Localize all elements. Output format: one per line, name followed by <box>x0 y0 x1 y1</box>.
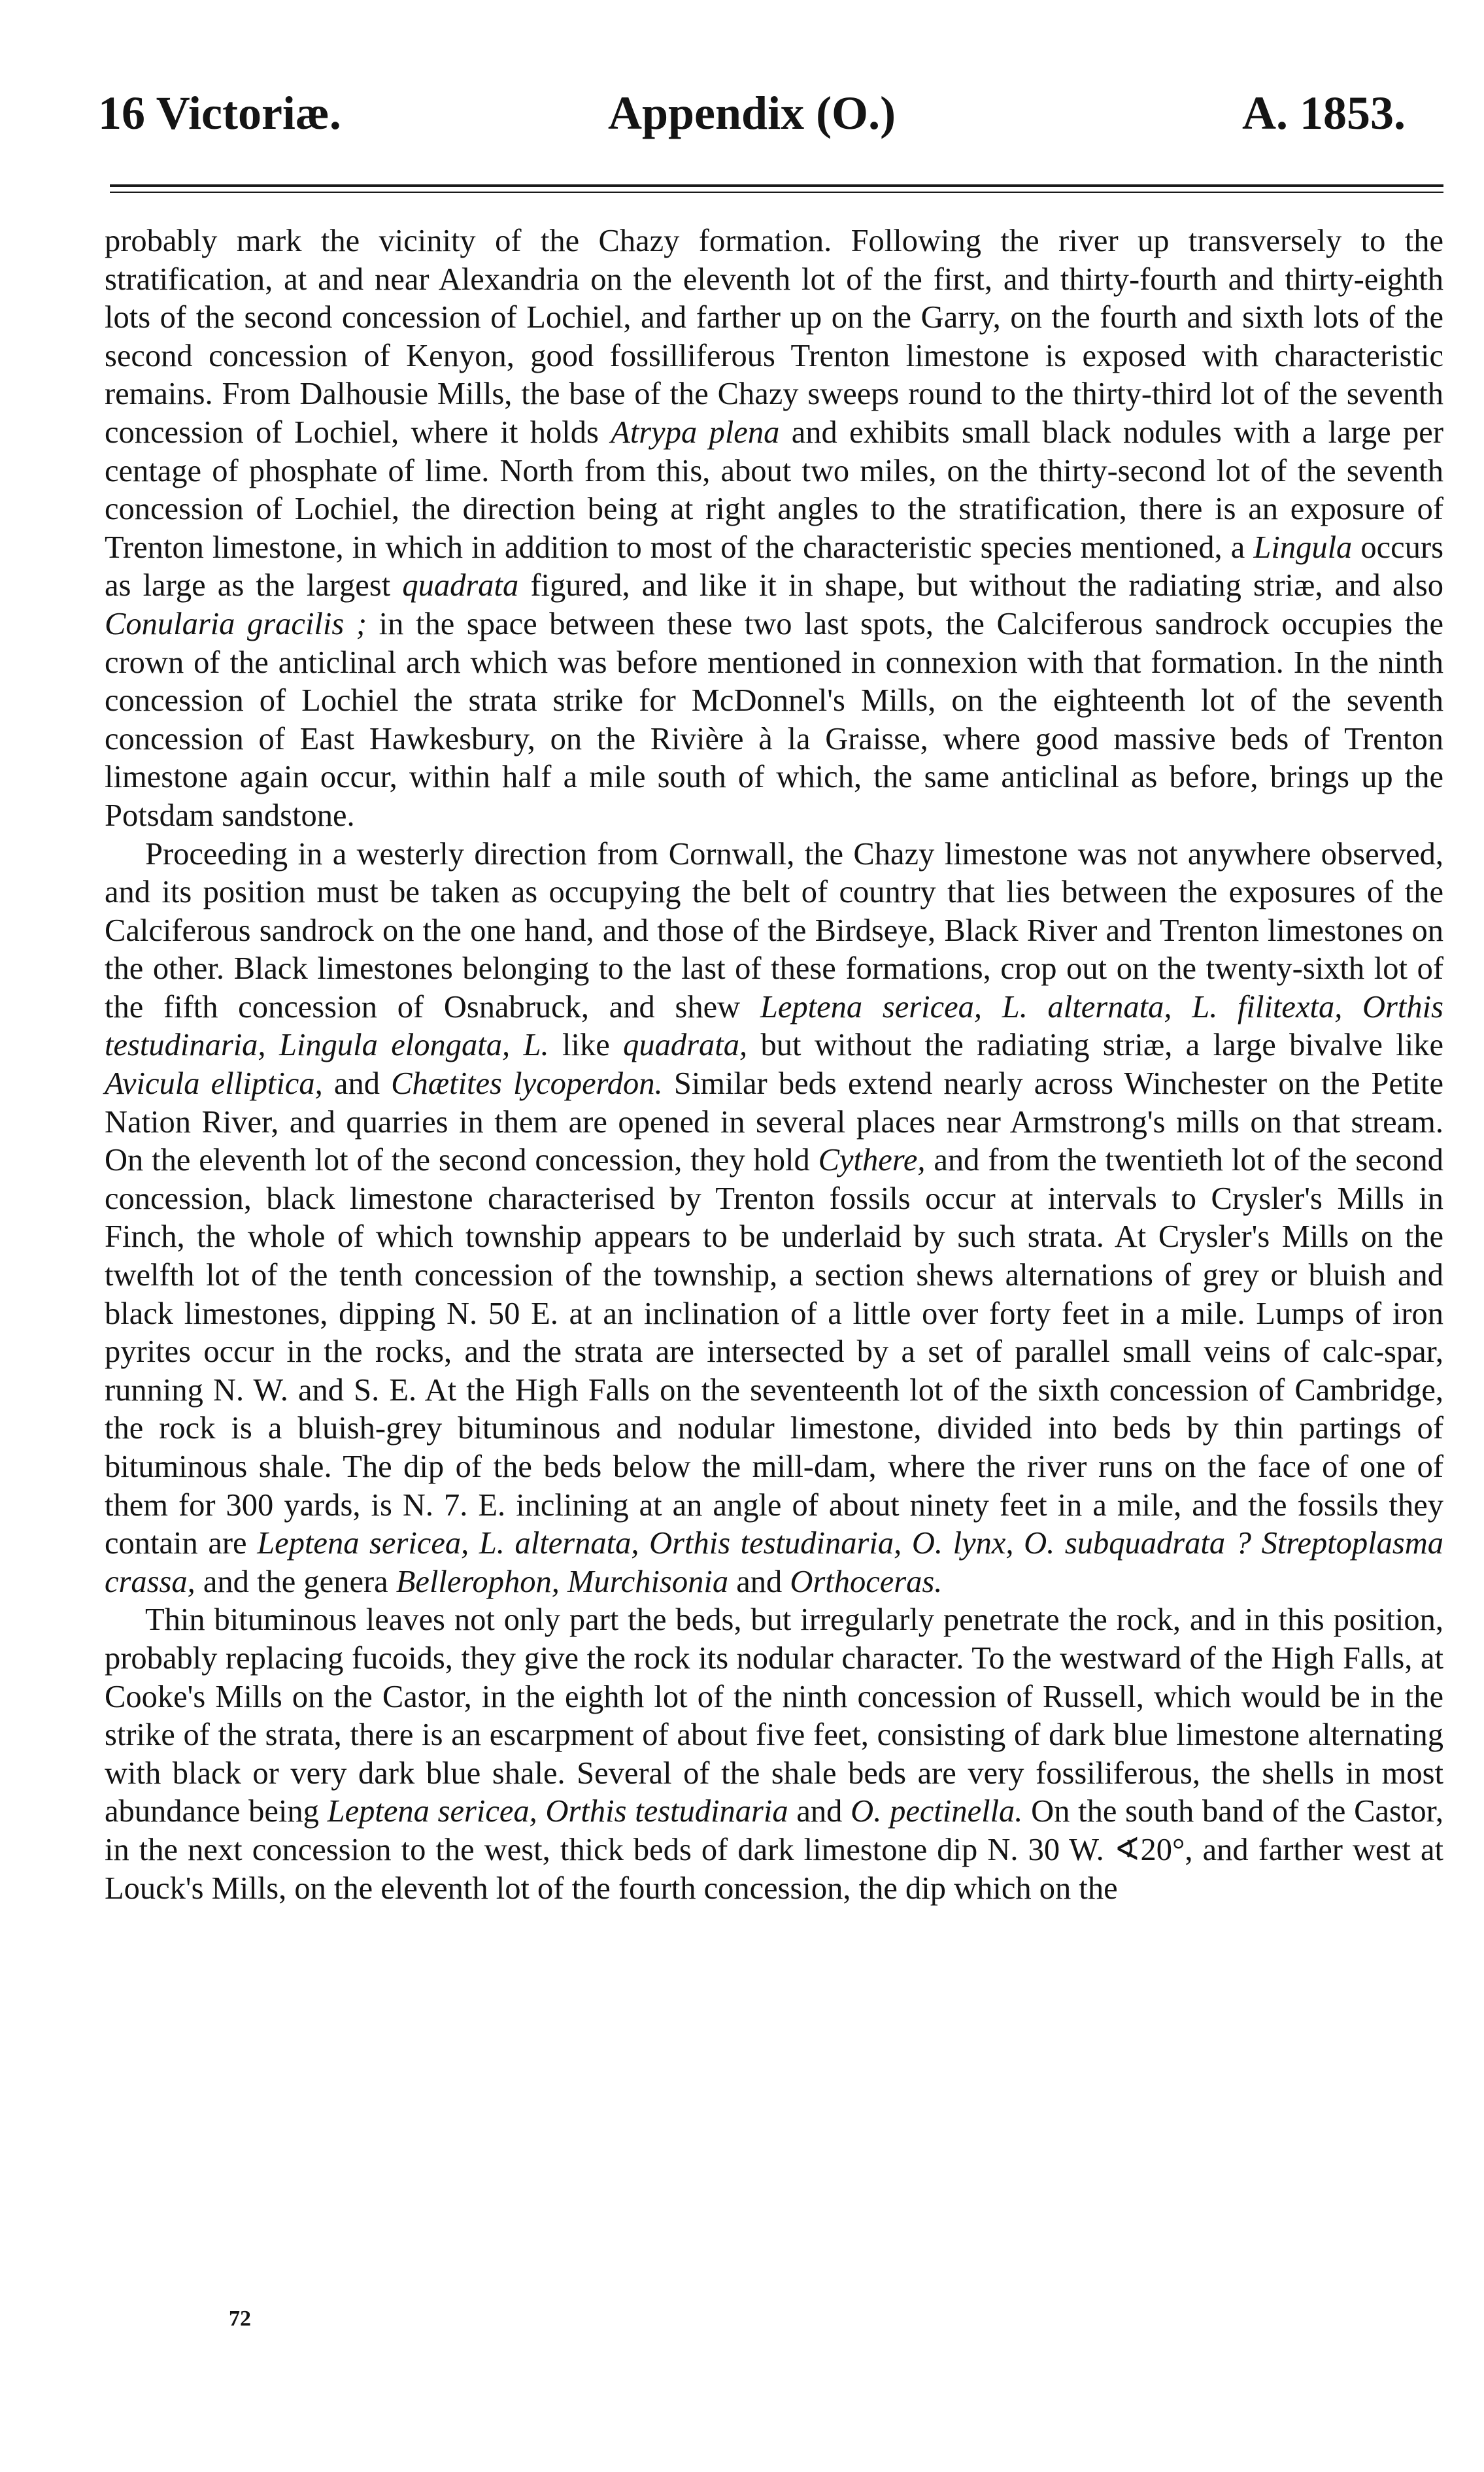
text-run: like <box>548 1028 624 1063</box>
italic-taxon-run: Leptena sericea, L. alternata, Orthis testudinaria, O. lynx, O. subquadrata ? Streptoplasma crassa, <box>105 1526 1443 1599</box>
text-run: Proceeding in a westerly direction from Cornwall, the Chazy limestone was not anywhere observed, and its position must be taken as occupying the belt of country that lies between the exposures of the Calciferous sandrock on the one hand, and those of the Birdseye, Black River and Trenton limestones on the other. Black limestones belonging to the last of these formations, crop out on the twenty-sixth lot of the fifth concession of Osnabruck, and shew <box>105 836 1443 1024</box>
italic-taxon-run: Orthoceras. <box>790 1564 943 1599</box>
paragraph-2 <box>105 836 1443 1602</box>
italic-taxon-run: Leptena sericea, Orthis testudinaria <box>327 1794 788 1829</box>
text-run: and <box>728 1564 790 1599</box>
text-run: probably mark the vicinity of the Chazy formation. Following the river up transversely to the stratification, at and near Alexandria on the eleventh lot of the first, and thirty-fourth and thirty-eighth lots of the second concession of Lochiel, and farther up on the Garry, on the fourth and sixth lots of the second concession of Kenyon, good fossilliferous Trenton limestone is exposed with characteristic remains. From Dalhousie Mills, the base of the Chazy sweeps round to the thirty-third lot of the seventh concession of Lochiel, where it holds <box>105 224 1443 450</box>
italic-taxon-run: Leptena sericea, L. alternata, L. filitexta, Orthis testudinaria, Lingula elongata, L. <box>105 989 1444 1063</box>
header-appendix: Appendix (O.) <box>607 87 896 139</box>
text-run: figured, and like it in shape, but without the radiating striæ, and also <box>518 568 1443 603</box>
header-rule-thin <box>110 192 1443 193</box>
paragraph-1 <box>105 222 1443 836</box>
italic-taxon-run: quadrata, <box>623 1028 748 1063</box>
italic-taxon-run: Atrypa plena <box>611 415 780 450</box>
paragraph-3 <box>105 1601 1443 1908</box>
text-run: but without the radiating striæ, a large bivalve like <box>747 1028 1443 1063</box>
text-run: Similar beds extend nearly across Winchester on the Petite Nation River, and quarries in them are opened in several places near Armstrong's mills on that stream. On the eleventh lot of the second concession, they hold <box>105 1066 1444 1178</box>
header-rule-thick <box>110 184 1443 187</box>
text-run: Thin bituminous leaves not only part the beds, but irregularly penetrate the rock, and in this position, probably replacing fucoids, they give the rock its nodular character. To the westward of the High Falls, at Cooke's Mills on the Castor, in the eighth lot of the ninth concession of Russell, which would be in the strike of the strata, there is an escarpment of about five feet, consisting of dark blue limestone alternating with black or very dark blue shale. Several of the shale beds are very fossiliferous, the shells in most abundance being <box>105 1602 1443 1829</box>
text-run: and exhibits small black nodules with a large per centage of phosphate of lime. North from this, about two miles, on the thirty-second lot of the seventh concession of Lochiel, the direction being at right angles to the stratification, there is an exposure of Trenton limestone, in which in addition to most of the characteristic species mentioned, a <box>105 415 1443 565</box>
italic-taxon-run: Avicula elliptica, <box>105 1066 323 1102</box>
italic-taxon-run: Bellerophon, Murchisonia <box>396 1564 729 1599</box>
header-session: 16 Victoriæ. <box>98 87 341 139</box>
text-run: On the south band of the Castor, in the next concession to the west, thick beds of dark limestone dip N. 30 W. ∢20°, and farther west at Louck's Mills, on the eleventh lot of the fourth concession, the dip which on the <box>105 1794 1443 1906</box>
header-year: A. 1853. <box>1242 87 1406 139</box>
italic-taxon-run: Conularia gracilis ; <box>105 606 367 641</box>
text-run: and <box>788 1794 851 1829</box>
italic-taxon-run: Lingula <box>1253 530 1353 565</box>
page-header <box>98 77 1406 149</box>
printer-signature-mark: 72 <box>229 2307 251 2331</box>
italic-taxon-run: Cythere, <box>818 1143 926 1178</box>
text-run: occurs as large as the largest <box>105 530 1443 603</box>
italic-taxon-run: quadrata <box>402 568 519 603</box>
body-text <box>105 222 1443 1908</box>
text-run: and the genera <box>195 1564 396 1599</box>
italic-taxon-run: Chætites lycoperdon. <box>391 1066 663 1102</box>
text-run: and <box>322 1066 392 1102</box>
text-run: in the space between these two last spots, the Calciferous sandrock occupies the crown of the anticlinal arch which was before mentioned in connexion with that formation. In the ninth concession of Lochiel the strata strike for McDonnel's Mills, on the eighteenth lot of the seventh concession of East Hawkesbury, on the Rivière à la Graisse, where good massive beds of Trenton limestone again occur, within half a mile south of which, the same anticlinal as before, brings up the Potsdam sandstone. <box>105 606 1443 833</box>
italic-taxon-run: O. pectinella. <box>851 1794 1023 1829</box>
text-run: and from the twentieth lot of the second concession, black limestone characterised by Trenton fossils occur at intervals to Crysler's Mills in Finch, the whole of which township appears to be underlaid by such strata. At Crysler's Mills on the twelfth lot of the tenth concession of the township, a section shews alternations of grey or bluish and black limestones, dipping N. 50 E. at an inclination of a little over forty feet in a mile. Lumps of iron pyrites occur in the rocks, and the strata are intersected by a set of parallel small veins of calc-spar, running N. W. and S. E. At the High Falls on the seventeenth lot of the sixth concession of Cambridge, the rock is a bluish-grey bituminous and nodular limestone, divided into beds by thin partings of bituminous shale. The dip of the beds below the mill-dam, where the river runs on the face of one of them for 300 yards, is N. 7. E. inclining at an angle of about ninety feet in a mile, and the fossils they contain are <box>105 1143 1444 1561</box>
